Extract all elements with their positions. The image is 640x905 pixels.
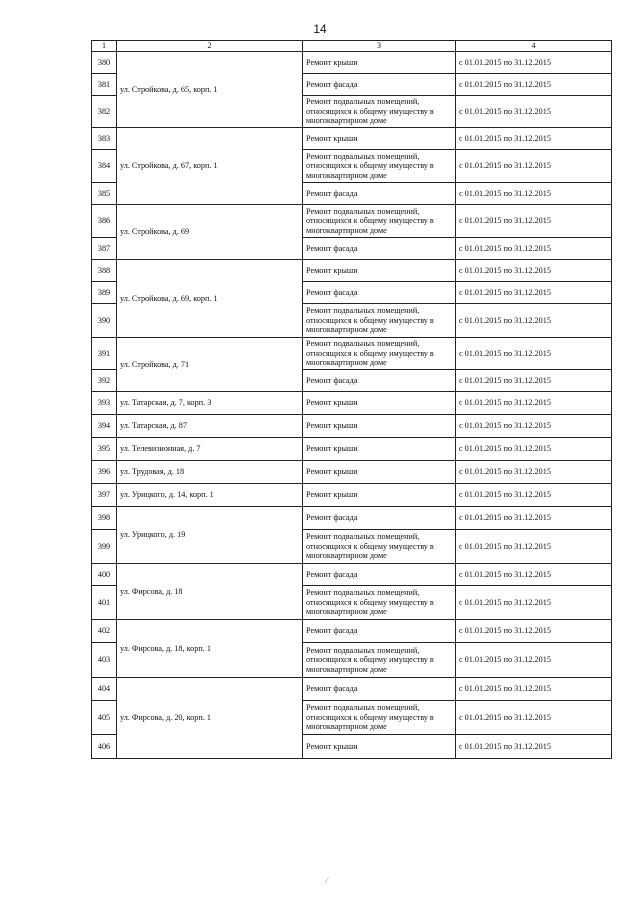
address-cell: ул. Татарская, д. 87 bbox=[117, 415, 303, 438]
period-cell: с 01.01.2015 по 31.12.2015 bbox=[456, 150, 612, 183]
period-cell: с 01.01.2015 по 31.12.2015 bbox=[456, 96, 612, 128]
period-cell: с 01.01.2015 по 31.12.2015 bbox=[456, 183, 612, 205]
period-cell: с 01.01.2015 по 31.12.2015 bbox=[456, 260, 612, 282]
row-number: 388 bbox=[92, 260, 117, 282]
table-row bbox=[92, 484, 612, 507]
header-cell: 4 bbox=[456, 41, 612, 52]
row-number: 384 bbox=[92, 150, 117, 183]
row-number: 401 bbox=[92, 586, 117, 620]
table-row bbox=[92, 260, 612, 282]
table-row bbox=[92, 128, 612, 150]
address-cell: ул. Телевизионная, д. 7 bbox=[117, 438, 303, 461]
period-cell: с 01.01.2015 по 31.12.2015 bbox=[456, 205, 612, 238]
row-number: 398 bbox=[92, 507, 117, 530]
work-type-cell: Ремонт фасада bbox=[303, 74, 456, 96]
header-cell: 2 bbox=[117, 41, 303, 52]
work-type-cell: Ремонт подвальных помещений, относящихся к общему имуществу в многоквартирном доме bbox=[303, 338, 456, 370]
period-cell: с 01.01.2015 по 31.12.2015 bbox=[456, 564, 612, 586]
period-cell: с 01.01.2015 по 31.12.2015 bbox=[456, 620, 612, 643]
work-type-cell: Ремонт фасада bbox=[303, 564, 456, 586]
period-cell: с 01.01.2015 по 31.12.2015 bbox=[456, 282, 612, 304]
repair-schedule-table bbox=[91, 40, 612, 759]
table-row bbox=[92, 205, 612, 238]
row-number: 397 bbox=[92, 484, 117, 507]
address-cell: ул. Урицкого, д. 19 bbox=[117, 507, 303, 564]
work-type-cell: Ремонт подвальных помещений, относящихся к общему имуществу в многоквартирном доме bbox=[303, 205, 456, 238]
work-type-cell: Ремонт подвальных помещений, относящихся к общему имуществу в многоквартирном доме bbox=[303, 96, 456, 128]
period-cell: с 01.01.2015 по 31.12.2015 bbox=[456, 128, 612, 150]
row-number: 393 bbox=[92, 392, 117, 415]
work-type-cell: Ремонт крыши bbox=[303, 128, 456, 150]
table-row bbox=[92, 438, 612, 461]
row-number: 405 bbox=[92, 701, 117, 735]
work-type-cell: Ремонт крыши bbox=[303, 438, 456, 461]
period-cell: с 01.01.2015 по 31.12.2015 bbox=[456, 530, 612, 564]
period-cell: с 01.01.2015 по 31.12.2015 bbox=[456, 304, 612, 338]
row-number: 381 bbox=[92, 74, 117, 96]
work-type-cell: Ремонт крыши bbox=[303, 52, 456, 74]
row-number: 400 bbox=[92, 564, 117, 586]
period-cell: с 01.01.2015 по 31.12.2015 bbox=[456, 586, 612, 620]
period-cell: с 01.01.2015 по 31.12.2015 bbox=[456, 678, 612, 701]
address-cell: ул. Стройкова, д. 67, корп. 1 bbox=[117, 128, 303, 205]
address-cell: ул. Татарская, д. 7, корп. 3 bbox=[117, 392, 303, 415]
table-row bbox=[92, 564, 612, 586]
period-cell: с 01.01.2015 по 31.12.2015 bbox=[456, 484, 612, 507]
row-number: 404 bbox=[92, 678, 117, 701]
address-cell: ул. Стройкова, д. 65, корп. 1 bbox=[117, 52, 303, 128]
row-number: 380 bbox=[92, 52, 117, 74]
work-type-cell: Ремонт подвальных помещений, относящихся к общему имуществу в многоквартирном доме bbox=[303, 701, 456, 735]
row-number: 391 bbox=[92, 338, 117, 370]
period-cell: с 01.01.2015 по 31.12.2015 bbox=[456, 735, 612, 759]
header-cell: 3 bbox=[303, 41, 456, 52]
row-number: 387 bbox=[92, 238, 117, 260]
work-type-cell: Ремонт фасада bbox=[303, 620, 456, 643]
period-cell: с 01.01.2015 по 31.12.2015 bbox=[456, 370, 612, 392]
row-number: 392 bbox=[92, 370, 117, 392]
address-cell: ул. Стройкова, д. 69 bbox=[117, 205, 303, 260]
table-row bbox=[92, 620, 612, 643]
period-cell: с 01.01.2015 по 31.12.2015 bbox=[456, 74, 612, 96]
row-number: 389 bbox=[92, 282, 117, 304]
row-number: 385 bbox=[92, 183, 117, 205]
period-cell: с 01.01.2015 по 31.12.2015 bbox=[456, 392, 612, 415]
row-number: 394 bbox=[92, 415, 117, 438]
address-cell: ул. Фирсова, д. 18, корп. 1 bbox=[117, 620, 303, 678]
page-number: 14 bbox=[313, 22, 327, 36]
row-number: 395 bbox=[92, 438, 117, 461]
work-type-cell: Ремонт фасада bbox=[303, 678, 456, 701]
address-cell: ул. Стройкова, д. 69, корп. 1 bbox=[117, 260, 303, 338]
address-cell: ул. Фирсова, д. 20, корп. 1 bbox=[117, 678, 303, 759]
table-row bbox=[92, 461, 612, 484]
row-number: 386 bbox=[92, 205, 117, 238]
header-cell: 1 bbox=[92, 41, 117, 52]
work-type-cell: Ремонт крыши bbox=[303, 735, 456, 759]
address-cell: ул. Урицкого, д. 14, корп. 1 bbox=[117, 484, 303, 507]
work-type-cell: Ремонт фасада bbox=[303, 183, 456, 205]
period-cell: с 01.01.2015 по 31.12.2015 bbox=[456, 701, 612, 735]
work-type-cell: Ремонт крыши bbox=[303, 260, 456, 282]
period-cell: с 01.01.2015 по 31.12.2015 bbox=[456, 52, 612, 74]
work-type-cell: Ремонт подвальных помещений, относящихся к общему имуществу в многоквартирном доме bbox=[303, 530, 456, 564]
work-type-cell: Ремонт фасада bbox=[303, 507, 456, 530]
work-type-cell: Ремонт подвальных помещений, относящихся к общему имуществу в многоквартирном доме bbox=[303, 150, 456, 183]
work-type-cell: Ремонт фасада bbox=[303, 282, 456, 304]
work-type-cell: Ремонт подвальных помещений, относящихся к общему имуществу в многоквартирном доме bbox=[303, 586, 456, 620]
work-type-cell: Ремонт крыши bbox=[303, 461, 456, 484]
row-number: 383 bbox=[92, 128, 117, 150]
row-number: 399 bbox=[92, 530, 117, 564]
row-number: 406 bbox=[92, 735, 117, 759]
work-type-cell: Ремонт подвальных помещений, относящихся к общему имуществу в многоквартирном доме bbox=[303, 304, 456, 338]
table-header-row bbox=[92, 41, 612, 52]
footer-mark: ⁄ bbox=[326, 876, 328, 885]
table-row bbox=[92, 52, 612, 74]
period-cell: с 01.01.2015 по 31.12.2015 bbox=[456, 461, 612, 484]
row-number: 402 bbox=[92, 620, 117, 643]
table-row bbox=[92, 415, 612, 438]
table-row bbox=[92, 678, 612, 701]
row-number: 403 bbox=[92, 643, 117, 678]
table-row bbox=[92, 338, 612, 370]
address-cell: ул. Фирсова, д. 18 bbox=[117, 564, 303, 620]
work-type-cell: Ремонт крыши bbox=[303, 484, 456, 507]
period-cell: с 01.01.2015 по 31.12.2015 bbox=[456, 415, 612, 438]
period-cell: с 01.01.2015 по 31.12.2015 bbox=[456, 507, 612, 530]
table-row bbox=[92, 507, 612, 530]
period-cell: с 01.01.2015 по 31.12.2015 bbox=[456, 438, 612, 461]
table-row bbox=[92, 392, 612, 415]
work-type-cell: Ремонт фасада bbox=[303, 370, 456, 392]
address-cell: ул. Трудовая, д. 18 bbox=[117, 461, 303, 484]
period-cell: с 01.01.2015 по 31.12.2015 bbox=[456, 643, 612, 678]
work-type-cell: Ремонт фасада bbox=[303, 238, 456, 260]
row-number: 390 bbox=[92, 304, 117, 338]
address-cell: ул. Стройкова, д. 71 bbox=[117, 338, 303, 392]
row-number: 396 bbox=[92, 461, 117, 484]
work-type-cell: Ремонт крыши bbox=[303, 415, 456, 438]
period-cell: с 01.01.2015 по 31.12.2015 bbox=[456, 338, 612, 370]
period-cell: с 01.01.2015 по 31.12.2015 bbox=[456, 238, 612, 260]
row-number: 382 bbox=[92, 96, 117, 128]
work-type-cell: Ремонт подвальных помещений, относящихся к общему имуществу в многоквартирном доме bbox=[303, 643, 456, 678]
work-type-cell: Ремонт крыши bbox=[303, 392, 456, 415]
